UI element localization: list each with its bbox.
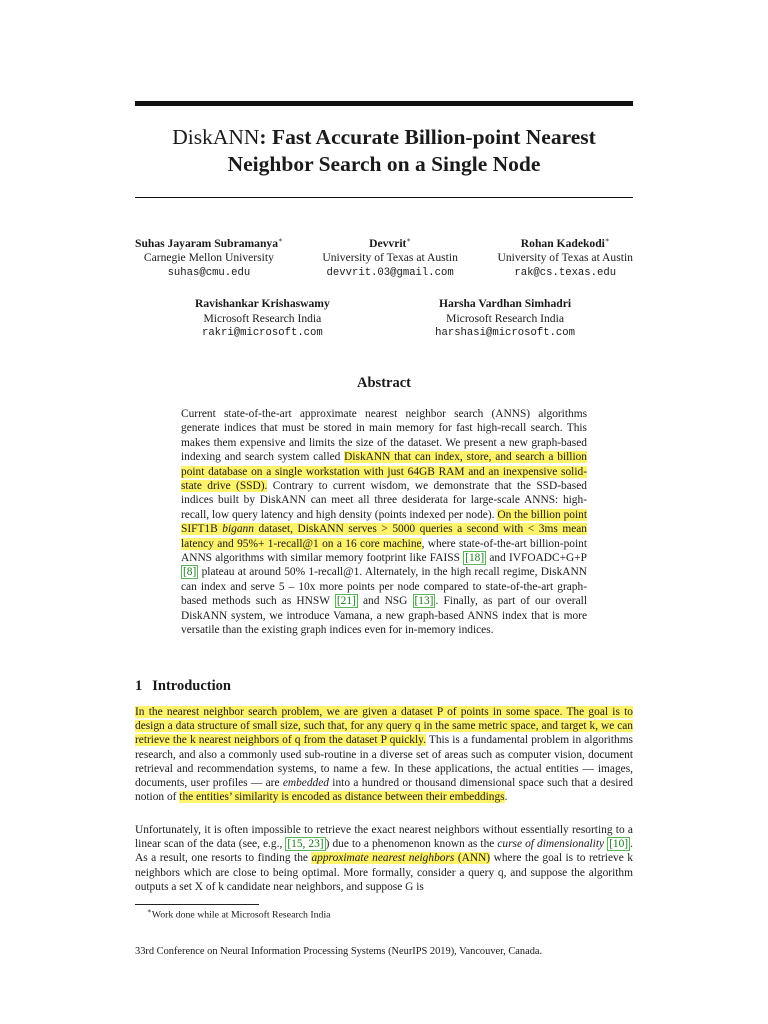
citation-link[interactable]: [15, 23] [287,838,324,851]
citation-link[interactable]: [10] [609,838,629,851]
citation-link[interactable]: [21] [336,595,356,608]
author-affiliation: Microsoft Research India [446,311,564,325]
author-affiliation: University of Texas at Austin [322,251,458,265]
highlight[interactable]: the entities’ similarity is encoded as distance between their embeddings [179,791,505,804]
abstract-text: Current state-of-the-art approximate nearest neighbor search (ANNS) algorithms generate indices that must be stored in main memory for fast high-recall search. This makes them expensive and limits the size of the dataset. We present a new graph-based indexing and search system called DiskANN that can index, store, and search a billion point database on a single workstation with just 64GB RAM and an inexpensive solid-state drive (SSD). Contrary to current wisdom, we demonstrate that the SSD-based indices built by DiskANN can meet all three desiderata for large-scale ANNS: high-recall, low query latency and high density (points indexed per node). On the billion point SIFT1B bigann dataset, DiskANN serves > 5000 queries a second with < 3ms mean latency and 95%+ 1-recall@1 on a 16 core machine, where state-of-the-art billion-point ANNS algorithms with similar memory footprint like FAISS [18] and IVFOADC+G+P [8] plateau at around 50% 1-recall@1. Alternately, in the high recall regime, DiskANN can index and serve 5 – 10x more points per node compared to state-of-the-art graph-based methods such as HNSW [21] and NSG [13] . Finally, as part of our overall DiskANN system, we introduce Vamana, a new graph-based ANNS index that is more versatile than the existing graph indices even for in-memory indices. [181,408,588,637]
highlight[interactable]: On the billion point SIFT1B bigann dataset, DiskANN serves > 5000 queries a second with < 3ms mean latency and 95%+ 1-recall@1 on a 16 core machine [181,508,587,550]
section-heading [135,678,231,695]
title-system-name: DiskANN [172,125,260,149]
author-block [135,233,283,280]
highlight[interactable]: In the nearest neighbor search problem, we are given a dataset P of points in some space. The goal is to design a data structure of small size, such that, for any query q in the same metric space, and target k, we can retrieve the k nearest neighbors of q from the dataset P quickly. [135,706,633,747]
title-line2: Neighbor Search on a Single Node [227,152,541,176]
author-block [322,233,458,280]
footnote-text: Work done while at Microsoft Research India [151,909,331,921]
author-affiliation: Microsoft Research India [203,311,322,325]
author-affiliation: University of Texas at Austin [497,251,633,265]
author-email[interactable]: suhas@cmu.edu [167,266,251,279]
paper-title [135,124,633,178]
author-email[interactable]: rakri@microsoft.com [201,327,323,339]
footnote-mark: ∗ [147,907,152,915]
author-name: Ravishankar Krishaswamy [195,297,330,310]
citation-link[interactable]: [8] [183,566,197,579]
authors-row-2 [195,297,575,341]
author-email[interactable]: rak@cs.texas.edu [514,266,617,279]
citation-link[interactable]: [13] [414,595,434,608]
author-footnote-mark: ∗ [406,236,412,244]
highlight[interactable]: DiskANN that can index, store, and search a billion point database on a single workstation with just 64GB RAM and an inexpensive solid-state drive (SSD). [181,451,587,493]
section-title: Introduction [152,678,231,694]
author-footnote-mark: ∗ [278,236,283,244]
intro-paragraph-2: Unfortunately, it is often impossible to retrieve the exact nearest neighbors without essentially resorting to a linear scan of the data (see, e.g., [15, 23] ) due to a phenomenon known as the curse of dimensionality [10] . As a result, one resorts to finding the approximate nearest neighbors (ANN) where the goal is to retrieve k neighbors which are close to being optimal. More formally, consider a query q, and suppose the algorithm outputs a set X of k candidate near neighbors, and suppose G is [135,824,633,893]
conference-note: 33rd Conference on Neural Information Processing Systems (NeurIPS 2019), Vancouver, Canada. [135,946,543,957]
title-top-rule [135,101,633,106]
intro-paragraph-1: In the nearest neighbor search problem, we are given a dataset P of points in some space. The goal is to design a data structure of small size, such that, for any query q in the same metric space, and target k, we can retrieve the k nearest neighbors of q from the dataset P quickly. This is a fundamental problem in algorithms research, and also a commonly used sub-routine in a diverse set of areas such as computer vision, document retrieval and recommendation systems, to name a few. In these applications, the actual entities — images, documents, user profiles — are embedded into a hundred or thousand dimensional space such that a desired notion of the entities’ similarity is encoded as distance between their embeddings. [135,706,633,804]
author-block [435,297,575,341]
author-footnote-mark: ∗ [604,236,610,244]
highlight[interactable]: approximate nearest neighbors (ANN) [311,852,491,865]
title-bottom-rule [135,197,633,198]
author-affiliation: Carnegie Mellon University [143,251,274,265]
author-name: Rohan Kadekodi [520,236,605,250]
authors-row-1 [135,233,633,280]
author-block [497,233,633,280]
citation-link[interactable]: [18] [465,552,485,565]
author-email[interactable]: devvrit.03@gmail.com [326,266,454,279]
author-name: Harsha Vardhan Simhadri [439,297,572,310]
footnote-rule [135,904,259,905]
footnote [147,907,331,920]
author-name: Devvrit [369,236,407,250]
section-number: 1 [135,678,143,694]
author-email[interactable]: harshasi@microsoft.com [435,327,575,339]
title-line1-rest: : Fast Accurate Billion-point Nearest [259,125,596,149]
abstract-heading: Abstract [357,375,411,391]
author-block [195,297,330,341]
author-name: Suhas Jayaram Subramanya [135,236,279,250]
